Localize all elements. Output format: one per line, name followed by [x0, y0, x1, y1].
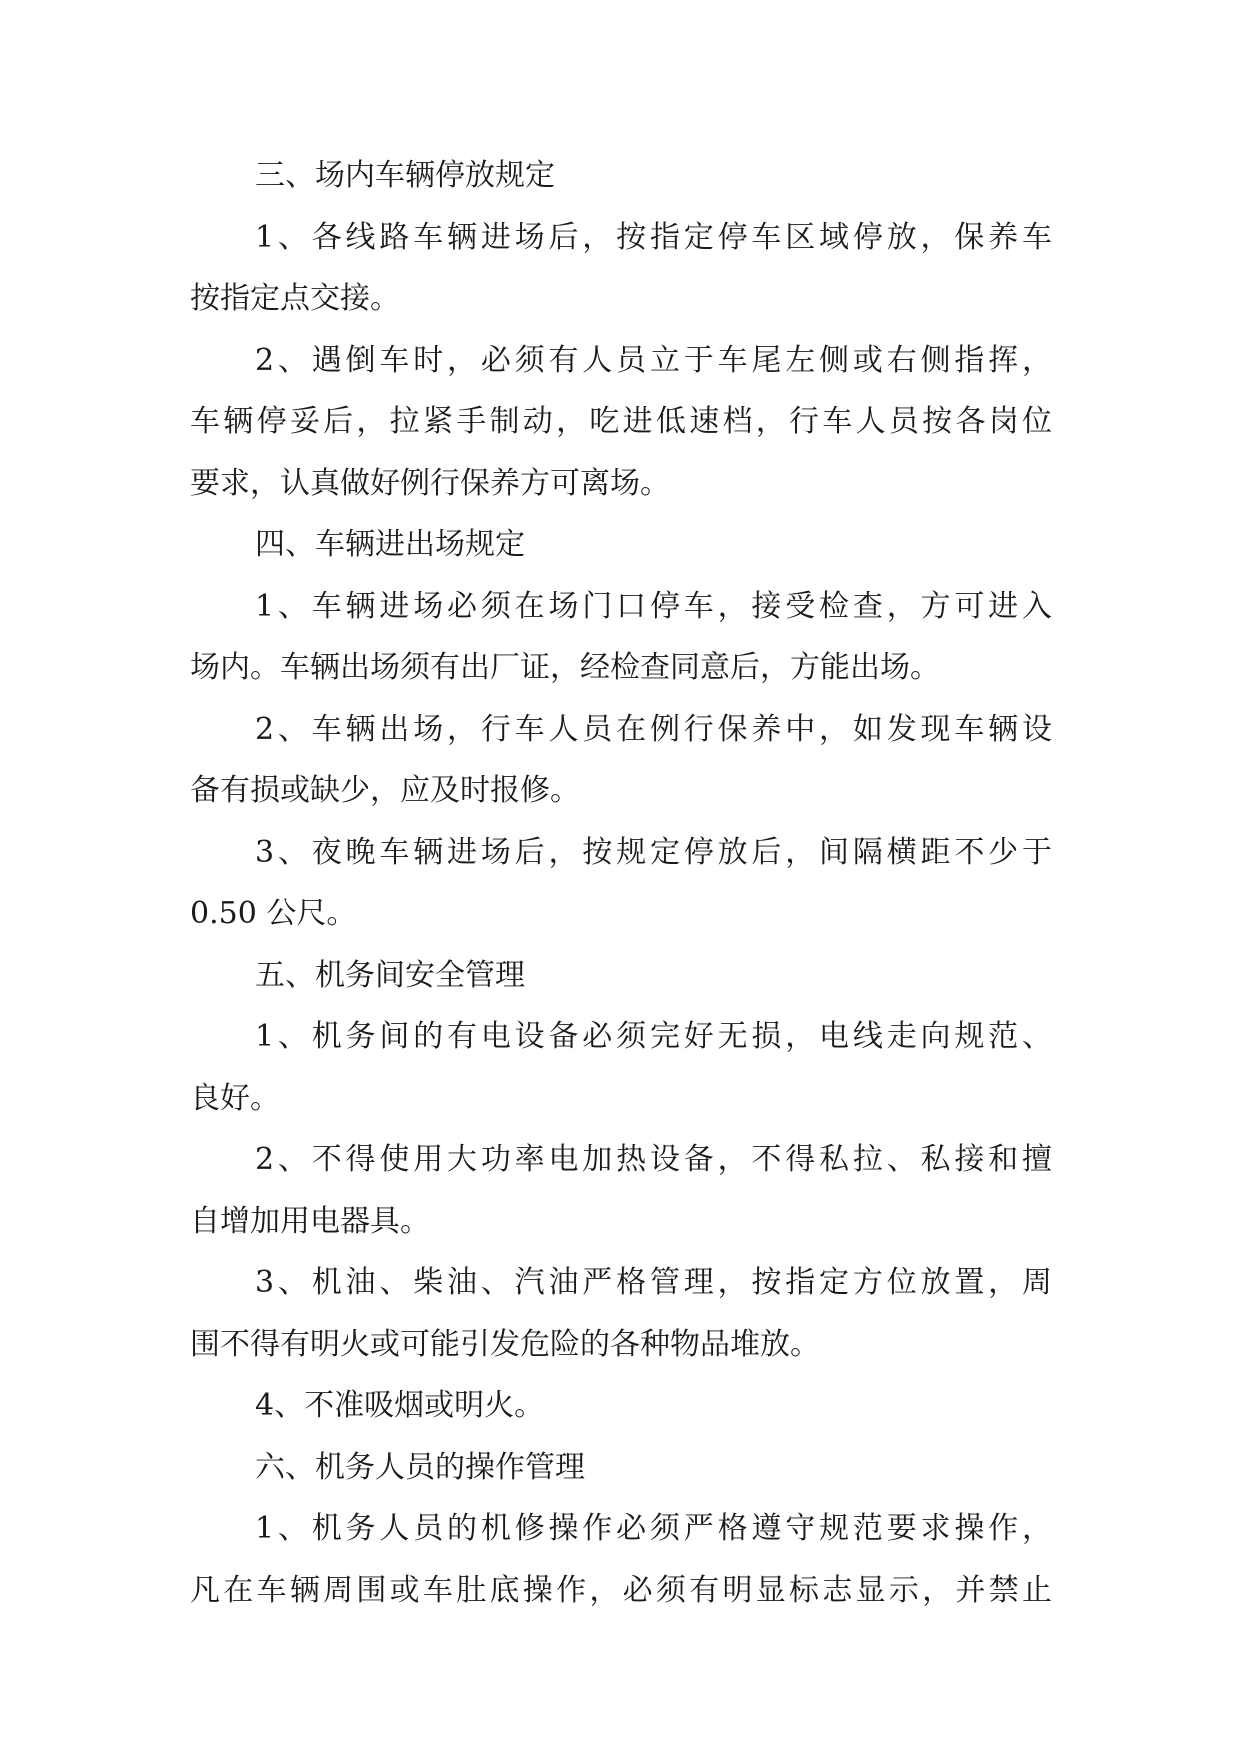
text-line: 良好。: [190, 1080, 280, 1116]
text-line: 备有损或缺少，应及时报修。: [190, 773, 580, 808]
text-line: 三、场内车辆停放规定: [255, 158, 555, 193]
text-line: 六、机务人员的操作管理: [255, 1449, 585, 1485]
text-line: 2、车辆出场，行车人员在例行保养中，如发现车辆设: [255, 711, 1052, 747]
text-line: 1、车辆进场必须在场门口停车，接受检查，方可进入: [255, 588, 1052, 624]
text-line: 五、机务间安全管理: [255, 957, 525, 993]
text-line: 车辆停妥后，拉紧手制动，吃进低速档，行车人员按各岗位: [190, 404, 1052, 439]
text-line: 要求，认真做好例行保养方可离场。: [190, 465, 670, 501]
text-line: 按指定点交接。: [190, 281, 400, 316]
text-line: 凡在车辆周围或车肚底操作，必须有明显标志显示，并禁止: [190, 1572, 1052, 1608]
text-line: 1、机务人员的机修操作必须严格遵守规范要求操作，: [255, 1511, 1052, 1546]
text-line: 0.50 公尺。: [190, 896, 357, 931]
document-page: [190, 155, 1052, 1631]
text-line: 2、遇倒车时，必须有人员立于车尾左侧或右侧指挥，: [255, 342, 1052, 378]
text-line: 3、机油、柴油、汽油严格管理，按指定方位放置，周: [255, 1265, 1052, 1300]
text-line: 场内。车辆出场须有出厂证，经检查同意后，方能出场。: [190, 650, 940, 685]
text-line: 4、不准吸烟或明火。: [255, 1388, 545, 1423]
text-line: 自增加用电器具。: [190, 1203, 430, 1239]
text-line: 四、车辆进出场规定: [255, 527, 525, 562]
text-line: 3、夜晚车辆进场后，按规定停放后，间隔横距不少于: [255, 834, 1052, 870]
text-line: 1、各线路车辆进场后，按指定停车区域停放，保养车: [255, 219, 1052, 255]
text-line: 2、不得使用大功率电加热设备，不得私拉、私接和擅: [255, 1142, 1052, 1177]
text-line: 1、机务间的有电设备必须完好无损，电线走向规范、: [255, 1019, 1052, 1054]
text-line: 围不得有明火或可能引发危险的各种物品堆放。: [190, 1326, 820, 1362]
